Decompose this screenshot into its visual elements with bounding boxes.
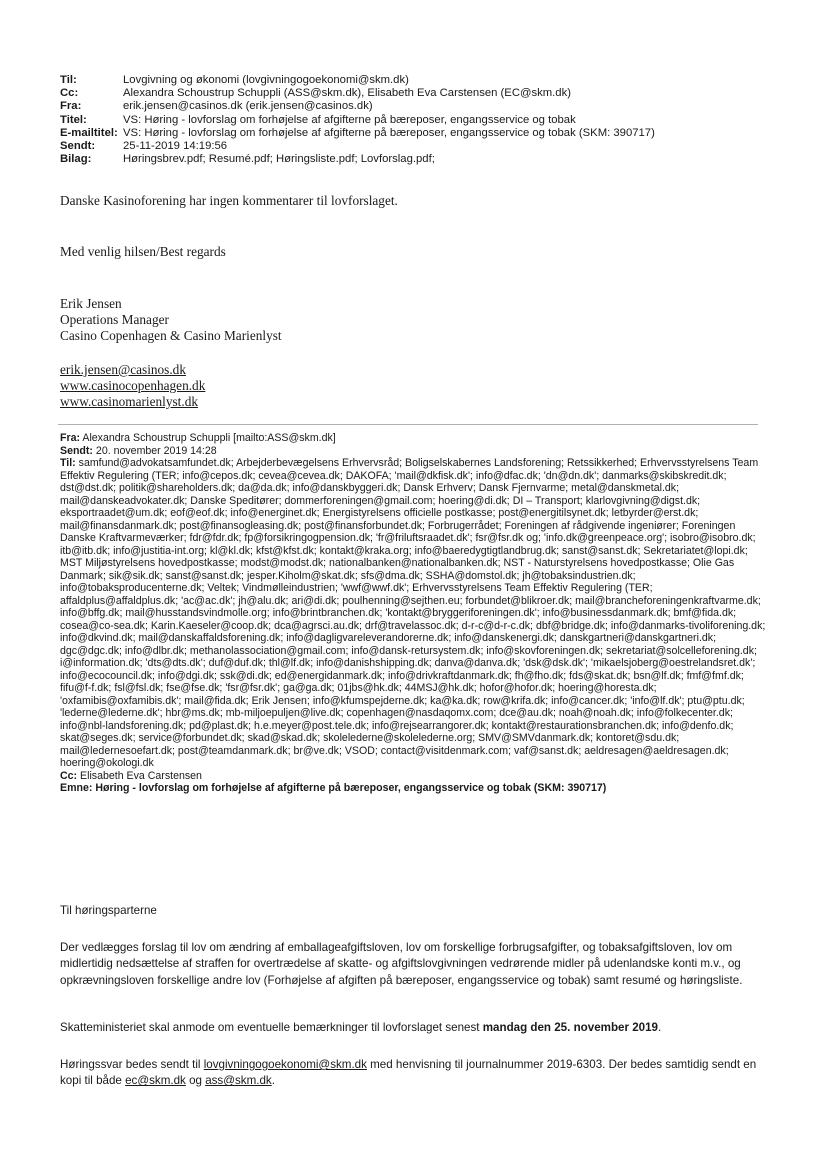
header-mailtitle-value: VS: Høring - lovforslag om forhøjelse af afgifterne på bæreposer, engangsservice og tobak (SKM: 390717) [123, 126, 655, 139]
header-title-value: VS: Høring - lovforslag om forhøjelse af afgifterne på bæreposer, engangsservice og tobak [123, 113, 576, 126]
header-to-value: Lovgivning og økonomi (lovgivningogoekonomi@skm.dk) [123, 74, 409, 86]
forwarded-from-row [60, 432, 772, 445]
forwarded-header [60, 432, 772, 795]
para3-ec-link[interactable]: ec@skm.dk [125, 1074, 186, 1088]
header-mailtitle-row [60, 127, 790, 140]
signature-role: Operations Manager [60, 312, 169, 327]
forwarded-sent-row [60, 445, 772, 458]
signature-company: Casino Copenhagen & Casino Marienlyst [60, 328, 282, 343]
signature-name: Erik Jensen [60, 296, 122, 311]
forwarded-subject-value: Høring - lovforslag om forhøjelse af afgifterne på bæreposer, engangsservice og tobak (SKM: 390717) [95, 782, 607, 794]
para3-ass-link[interactable]: ass@skm.dk [205, 1074, 272, 1088]
header-title-row [60, 114, 790, 127]
para3-og: og [185, 1074, 206, 1088]
para2-deadline: mandag den 25. november 2019 [482, 1021, 658, 1034]
para3-end: . [271, 1074, 275, 1088]
header-cc-label: Cc: [60, 87, 79, 100]
header-attach-value: Høringsbrev.pdf; Resumé.pdf; Høringsliste.pdf; Lovforslag.pdf; [123, 153, 435, 166]
para3-email-link[interactable]: lovgivningogoekonomi@skm.dk [203, 1058, 367, 1071]
forwarded-to-label: Til: [60, 457, 76, 469]
signature-web-link-2[interactable]: www.casinomarienlyst.dk [60, 394, 198, 409]
forwarded-cc-label: Cc: [60, 769, 78, 782]
signature-links [60, 362, 205, 410]
forwarded-from-value: Alexandra Schoustrup Schuppli [mailto:ASS@skm.dk] [82, 432, 336, 444]
para2-start: Skatteministeriet skal anmode om eventuelle bemærkninger til lovforslaget senest [60, 1021, 483, 1034]
header-from-row [60, 100, 790, 113]
forwarded-subject-row [60, 782, 772, 795]
forwarded-to-row [60, 457, 772, 770]
header-mailtitle-label: E-mailtitel: [60, 126, 118, 139]
letter-paragraph-1: Der vedlægges forslag til lov om ændring af emballageafgiftsloven, lov om forskellige forbrugsafgifter, og tobaksafgiftsloven, lov om midlertidig nedsættelse af straffen for overtrædelse af skatte- og afgiftslovgivningen vedrørende midler på udenlandske konti m.v., og opkrævningsloven forskellige andre lov (Forhøjelse af afgiften på bæreposer, engangsservice og tobak) samt resumé og høringsliste. [60, 941, 743, 987]
reply-regards: Med venlig hilsen/Best regards [60, 244, 226, 259]
forwarded-sent-label: Sendt: [60, 444, 93, 457]
header-attach-label: Bilag: [60, 153, 92, 166]
para3-mid: med henvisning til journalnummer 2019-6303. Der bedes samtidig sendt en kopi til både [60, 1058, 757, 1088]
header-cc-value: Alexandra Schoustrup Schuppli (ASS@skm.dk), Elisabeth Eva Carstensen (EC@skm.dk) [123, 87, 572, 100]
letter-paragraph-3 [60, 1057, 760, 1090]
letter-greeting: Til høringsparterne [60, 904, 157, 917]
para2-end: . [658, 1021, 662, 1034]
letter-paragraph-2 [60, 1020, 760, 1036]
forwarded-from-label: Fra: [60, 432, 81, 444]
header-from-value: erik.jensen@casinos.dk (erik.jensen@casinos.dk) [123, 100, 373, 113]
forwarded-cc-value: Elisabeth Eva Carstensen [80, 769, 202, 782]
para3-start: Høringssvar bedes sendt til [60, 1058, 204, 1071]
signature-block [60, 296, 282, 344]
message-header [60, 74, 790, 166]
header-title-label: Titel: [60, 113, 87, 126]
signature-web-link-1[interactable]: www.casinocopenhagen.dk [60, 378, 206, 393]
forwarded-cc-row [60, 770, 772, 783]
header-sent-label: Sendt: [60, 140, 96, 153]
header-to-row [60, 74, 790, 87]
forwarded-sent-value: 20. november 2019 14:28 [95, 444, 217, 457]
reply-note: Danske Kasinoforening har ingen kommentarer til lovforslaget. [60, 193, 398, 208]
header-cc-row [60, 87, 790, 100]
signature-email-link[interactable]: erik.jensen@casinos.dk [60, 362, 186, 377]
header-to-label: Til: [60, 74, 77, 86]
forwarded-subject-label: Emne: [60, 782, 93, 794]
header-attach-row [60, 153, 790, 166]
header-sent-row [60, 140, 790, 153]
forwarded-to-value: samfund@advokatsamfundet.dk; Arbejderbevægelsens Erhvervsråd; Boligselskabernes Landsforening; Retssikkerhed; Erhvervsstyrelsens Team Effektiv Regulering (TER; info@cepos.dk; cevea@cevea.dk; DAKOFA; 'mail@dkfisk.dk'; info@dfac.dk; 'dn@dn.dk'; danmarks@skibskredit.dk; dst@dst.dk; politik@shareholders.dk; da@da.dk; info@danskbyggeri.dk; Dansk Erhverv; Dansk Fjernvarme; metal@danskmetal.dk; mail@danskeadvokater.dk; Danske Speditører; dommerforeningen@gmail.com; hoering@di.dk; DI – Transport; klarlovgivning@digst.dk; eksportraadet@um.dk; eof@eof.dk; info@energinet.dk; Energistyrelsens officielle postkasse; post@energitilsynet.dk; letbyrder@erst.dk; mail@finansdanmark.dk; post@finansogleasing.dk; post@finansforbundet.dk; Forbrugerrådet; Foreningen af rådgivende ingeniører; Foreningen Danske Kraftvarmeværker; fdr@fdr.dk; fp@forsikringogpension.dk; 'fr@friluftsraadet.dk'; fsr@fsr.dk og; 'info.dk@greenpeace.org'; isobro@isobro.dk; itb@itb.dk; info@justitia-int.org; kl@kl.dk; kfst@kfst.dk; kontakt@kraka.org; info@baeredygtigtlandbrug.dk; sanst@sanst.dk; Sekretariatet@lopi.dk; MST Miljøstyrelsens hovedpostkasse; modst@modst.dk; nationalbanken@nationalbanken.dk; NST - Naturstyrelsens hovedpostkasse; Olie Gas Danmark; sik@sik.dk; sanst@sanst.dk; jesper.Kiholm@skat.dk; sfs@dma.dk; SSHA@domstol.dk; jh@tobaksindustrien.dk; info@tobaksproducenterne.dk; Veltek; Vindmølleindustrien; 'wwf@wwf.dk'; Erhvervsstyrelsens Team Effektiv Regulering (TER; affaldplus@affaldplus.dk; 'ac@ac.dk'; jh@alu.dk; ari@di.dk; poulhenning@sejthen.eu; forbundet@blikroer.dk; mail@brancheforeningenkraftvarme.dk; info@bffg.dk; mail@husstandsvindmolle.org; info@brintbranchen.dk; 'kontakt@bryggeriforeningen.dk'; info@businessdanmark.dk; bmf@fida.dk; cosea@co-sea.dk; Karin.Kaeseler@coop.dk; dca@agrsci.au.dk; drf@travelassoc.dk; d-r-c@d-r-c.dk; dbf@bridge.dk; info@danmarks-tivoliforening.dk; info@dkvind.dk; mail@danskaffaldsforening.dk; info@dagligvareleverandorerne.dk; info@danskenergi.dk; danskgartneri@danskgartneri.dk; dgc@dgc.dk; info@dlbr.dk; methanolassociation@gmail.com; info@dansk-retursystem.dk; info@skovforeningen.dk; sekretariat@solcelleforening.dk; i@information.dk; 'dts@dts.dk'; duf@duf.dk; thl@lf.dk; info@danishshipping.dk; danva@danva.dk; 'dsk@dsk.dk'; 'mikaelsjoberg@oestrelandsret.dk'; info@ecocouncil.dk; info@dgi.dk; ssk@di.dk; ed@energidanmark.dk; info@drivkraftdanmark.dk; fh@fho.dk; fds@skat.dk; bsn@lf.dk; fmf@fmf.dk; fifu@f-f.dk; fsl@fsl.dk; fse@fse.dk; 'fsr@fsr.dk'; ga@ga.dk; 01jbs@hk.dk; 44MSJ@hk.dk; hofor@hofor.dk; hoering@horesta.dk; 'oxfamibis@oxfamibis.dk'; mail@fida.dk; Erik Jensen; info@kfumspejderne.dk; ka@ka.dk; row@krifa.dk; info@cancer.dk; 'info@lf.dk'; ptu@ptu.dk; 'lederne@lederne.dk'; hbr@ms.dk; mb-miljoepuljen@live.dk; copenhagen@nasdaqomx.com; dce@au.dk; noah@noah.dk; info@folkecenter.dk; info@nbl-landsforening.dk; pd@plast.dk; h.e.meyer@post.tele.dk; info@rejsearrangorer.dk; kontakt@restaurationsbranchen.dk; info@denfo.dk; skat@seges.dk; service@forbundet.dk; skad@skad.dk; skolelederne@skolelederne.org; SMV@SMVdanmark.dk; kontoret@sdu.dk; mail@ledernesoefart.dk; post@teamdanmark.dk; br@ve.dk; VSOD; contact@visitdenmark.com; vaf@sanst.dk; aeldresagen@aeldresagen.dk; hoering@okologi.dk [60, 457, 766, 769]
header-from-label: Fra: [60, 100, 82, 113]
message-divider [58, 424, 758, 425]
header-sent-value: 25-11-2019 14:19:56 [123, 140, 228, 153]
